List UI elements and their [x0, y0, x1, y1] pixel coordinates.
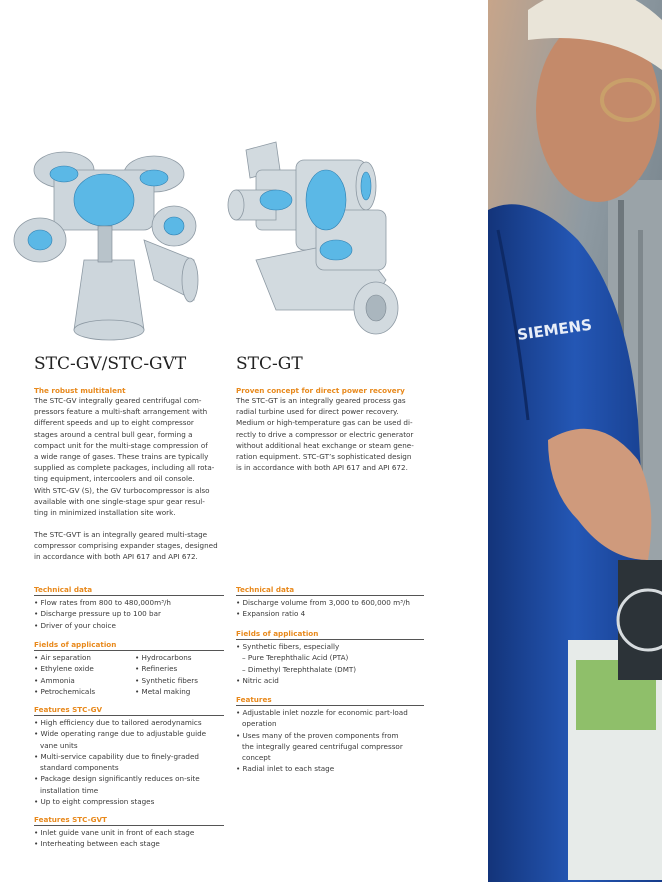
stc-gv-title: STC-GV/STC-GVT	[34, 354, 187, 374]
left-features-gvt-section	[34, 815, 224, 850]
list-item: • Package design significantly reduces on-site installation time	[34, 774, 200, 795]
list-item: • Wide operating range due to adjustable guide vane units	[34, 729, 207, 750]
list-item: • Driver of your choice	[34, 620, 116, 630]
list-item: • Inlet guide vane unit in front of each stage	[34, 828, 195, 837]
list-item: • Up to eight compression stages	[34, 797, 155, 807]
right-intro-text: The STC-GT is an integrally geared process gas radial turbine used for direct power recovery. Medium or high-temperature gas can be used di- rectly to drive a compressor or electric generator without additional heat exchange or steam gene- ration equipment. STC-GT’s sophisticated design is in accordance with both API 617 and API 672.	[236, 396, 414, 473]
list-item: • Synthetic fibers	[135, 675, 198, 685]
left-fields-heading: Fields of application	[34, 640, 224, 651]
right-technical-heading: Technical data	[236, 585, 424, 596]
right-technical-section	[236, 585, 424, 620]
left-intro-heading: The robust multitalent	[34, 386, 126, 395]
right-features-heading: Features	[236, 695, 424, 706]
right-fields-heading: Fields of application	[236, 629, 424, 640]
left-technical-heading: Technical data	[34, 585, 224, 596]
list-item: • Discharge volume from 3,000 to 600,000 m³/h	[236, 598, 410, 607]
features-gvt-heading: Features STC-GVT	[34, 815, 224, 826]
list-item: • Ethylene oxide	[34, 664, 94, 674]
list-item: – Dimethyl Terephthalate (DMT)	[242, 664, 357, 674]
list-item: • High efficiency due to tailored aerodynamics	[34, 718, 202, 727]
list-item: • Discharge pressure up to 100 bar	[34, 609, 161, 619]
list-item: • Hydrocarbons	[135, 653, 192, 662]
stc-gt-illustration	[216, 130, 428, 345]
list-item: • Flow rates from 800 to 480,000m³/h	[34, 598, 171, 607]
right-intro-heading: Proven concept for direct power recovery	[236, 386, 405, 395]
list-item: • Expansion ratio 4	[236, 609, 306, 619]
stc-gt-title: STC-GT	[236, 354, 303, 374]
left-features-gv-section	[34, 705, 224, 807]
right-fields-section	[236, 629, 424, 686]
list-item: • Interheating between each stage	[34, 839, 160, 849]
stc-gv-illustration	[4, 130, 200, 345]
list-item: • Ammonia	[34, 675, 75, 685]
worker-photo	[488, 0, 662, 882]
list-item: • Uses many of the proven components from the integrally geared centrifugal compressor concept	[236, 730, 403, 763]
list-item: – Pure Terephthalic Acid (PTA)	[242, 653, 349, 663]
left-gvt-text: The STC-GVT is an integrally geared multi-stage compressor comprising expander stages, designed in accordance with both API 617 and API 672.	[34, 530, 218, 562]
left-fields-section	[34, 640, 224, 697]
left-intro-text: The STC-GV integrally geared centrifugal com- pressors feature a multi-shaft arrangement with different speeds and up to eight compressor stages around a central bull gear, forming a compact unit for the multi-stage compression of a wide range of gases. These trains are typically supplied as complete packages, including all rota- ting equipment, intercoolers and oil console. With STC-GV (S), the GV turbocompressor is also available with one single-stage spur gear resul- ting in minimized installation site work.	[34, 396, 215, 518]
features-gv-heading: Features STC-GV	[34, 705, 224, 716]
list-item: • Metal making	[135, 686, 191, 696]
list-item: • Synthetic fibers, especially	[236, 642, 340, 651]
list-item: • Nitric acid	[236, 675, 279, 685]
list-item: • Adjustable inlet nozzle for economic part-load operation	[236, 708, 408, 729]
right-features-section	[236, 695, 424, 775]
jacket-logo-text: SIEMENS	[516, 315, 593, 344]
list-item: • Refineries	[135, 664, 178, 674]
list-item: • Petrochemicals	[34, 686, 96, 696]
list-item: • Radial inlet to each stage	[236, 764, 335, 774]
list-item: • Multi-service capability due to finely-graded standard components	[34, 751, 199, 773]
left-technical-section	[34, 585, 224, 631]
list-item: • Air separation	[34, 653, 91, 662]
